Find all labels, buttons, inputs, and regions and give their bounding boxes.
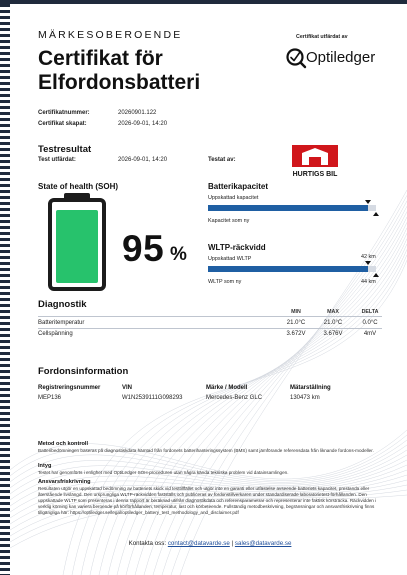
soh-heading: State of health (SOH) xyxy=(38,182,119,191)
optileedger-logo xyxy=(285,46,385,70)
brand-independent-label: MÄRKESOBEROENDE xyxy=(38,29,183,41)
table-rule xyxy=(38,316,382,317)
capacity-bar-fill xyxy=(208,205,368,211)
capacity-new-marker xyxy=(373,212,379,216)
wltp-new-value: 44 km xyxy=(361,279,376,285)
capacity-new-label: Kapacitet som ny xyxy=(208,218,250,224)
table-rule xyxy=(38,328,382,329)
reg-number: MEP136 xyxy=(38,395,62,401)
table-row-name: Cellspänning xyxy=(38,331,73,337)
battery-icon xyxy=(48,198,106,291)
sales-email-link[interactable]: sales@datavarde.se xyxy=(234,540,292,547)
method-heading: Metod och kontroll xyxy=(38,441,89,447)
battery-level-fill xyxy=(56,210,98,283)
col-max: MAX xyxy=(327,309,339,315)
capacity-estimated-marker xyxy=(365,200,371,204)
method-text: Batteribedömningen baseras på diagnostiskdata hämtad från fordonets batterihanteringssystem (BMS) samt jämförande referensdata från liknande fordons-modeller. xyxy=(38,448,374,453)
cert-number: 20260901.122 xyxy=(118,110,157,116)
cert-created-label: Certifikat skapat: xyxy=(38,121,87,127)
odometer-label: Mätarställning xyxy=(290,385,331,391)
table-cell-min: 3.672V xyxy=(286,331,306,337)
wltp-new-marker xyxy=(373,273,379,277)
title-line-2: Elfordonsbatteri xyxy=(38,71,201,94)
issued-by-label: Certifikat utfärdat av xyxy=(296,34,348,40)
diagnostics-heading: Diagnostik xyxy=(38,299,87,310)
table-cell-delta: 4mV xyxy=(363,331,377,337)
tested-by-label: Testat av: xyxy=(208,157,236,163)
vin: W1N2539111G098293 xyxy=(122,395,183,401)
soh-unit: % xyxy=(170,244,187,265)
footer-separator: | xyxy=(231,540,234,547)
integrity-heading: Intyg xyxy=(38,463,52,469)
disclaimer-text: Resultaten utgör en uppskattad bedömning av batteriets skick vid testtillfället och utgör inte en garanti eller utfästelse avseende batteriets kapacitet, prestanda eller återstående livslängd. Den ursprungliga WLTP-räckvidden fastställs och publiceras av fordonstillverkaren under standardiserade laboratorietest-förhållanden. Den uppskattade WLTP som presenteras i denna rapport är beräknad utifrån diagnostikdata och referensparametrar och representerar inte faktisk körsträcka. Räckvidden i verklig körning kan variera beroende på körförhållanden, temperatur, last och körbeteende. Fullständig metodbeskrivning, begränsningar och ansvarsfriskrivning finns tillgängliga här: https://optiledger.se/legal/optiledger_battery_test_methodology_and_disclaimer.pdf xyxy=(38,486,377,516)
table-cell-max: 3.676V xyxy=(323,331,343,337)
make-model-label: Märke / Modell xyxy=(206,385,248,391)
table-row-name: Batteritemperatur xyxy=(38,320,85,326)
wltp-new-label: WLTP som ny xyxy=(208,279,242,285)
capacity-bar xyxy=(208,205,376,211)
tester-name: HURTIGS BIL xyxy=(292,171,338,178)
issuer-name: Optiledger xyxy=(306,49,376,66)
col-min: MIN xyxy=(291,309,301,315)
reg-number-label: Registreringsnummer xyxy=(38,385,101,391)
cert-number-label: Certifikatnummer: xyxy=(38,110,90,116)
col-delta: DELTA xyxy=(361,309,379,315)
test-issued: 2026-09-01, 14:20 xyxy=(118,157,168,163)
wltp-estimated-value: 42 km xyxy=(361,254,376,260)
wltp-estimated-marker xyxy=(365,261,371,265)
contact-label: Kontakta oss: xyxy=(128,540,167,547)
capacity-heading: Batterikapacitet xyxy=(208,182,269,191)
table-cell-delta: 0.0°C xyxy=(362,320,378,326)
test-result-heading: Testresultat xyxy=(38,144,92,155)
test-issued-label: Test utfärdat: xyxy=(38,157,76,163)
contact-email-link[interactable]: contact@datavarde.se xyxy=(167,540,230,547)
table-cell-max: 21.0°C xyxy=(323,320,343,326)
cert-created: 2026-09-01, 14:20 xyxy=(118,121,168,127)
page-title xyxy=(38,47,268,95)
wltp-estimated-label: Uppskattad WLTP xyxy=(208,256,252,262)
vin-label: VIN xyxy=(122,385,133,391)
soh-value: 95 xyxy=(122,228,165,269)
wltp-heading: WLTP-räckvidd xyxy=(208,243,266,252)
disclaimer-heading: Ansvarsfriskrivning xyxy=(38,479,91,485)
wltp-bar xyxy=(208,266,376,272)
odometer: 130473 km xyxy=(290,395,320,401)
make-model: Mercedes-Benz GLC xyxy=(206,395,263,401)
table-cell-min: 21.0°C xyxy=(286,320,306,326)
wltp-bar-fill xyxy=(208,266,368,272)
title-line-1: Certifikat för xyxy=(38,47,163,70)
side-pattern xyxy=(0,4,10,575)
integrity-text: Testet har genomförts i enlighet med OptiLedger SOH-proceduren utan några kända tekniska problem vid datainsamlingen. xyxy=(38,470,289,475)
footer xyxy=(38,540,382,547)
vehicle-heading: Fordonsinformation xyxy=(38,366,129,377)
capacity-estimated-label: Uppskattad kapacitet xyxy=(208,195,259,201)
hurtigs-bil-logo xyxy=(288,143,342,180)
